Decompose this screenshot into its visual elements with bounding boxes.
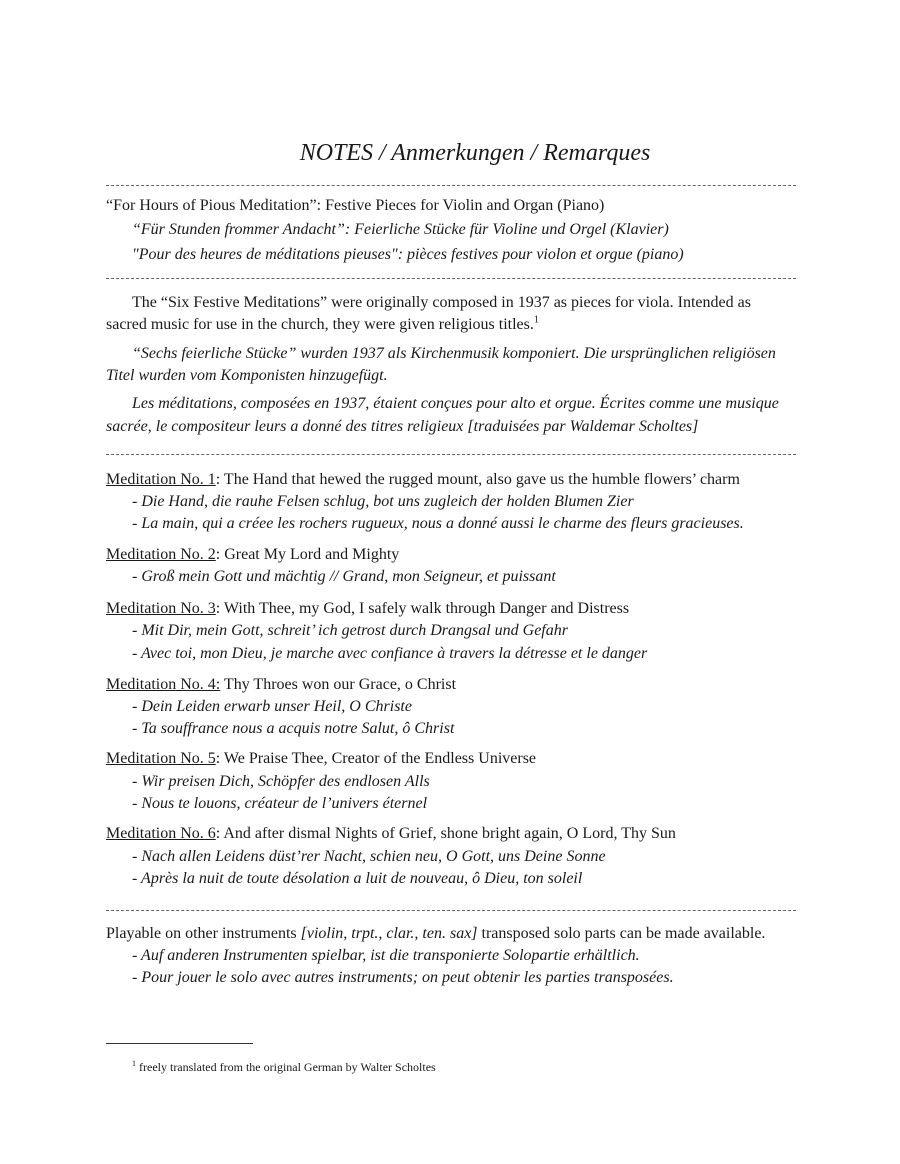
intro-en-text: sacred music for use in the church, they were given religious titles. [106,316,534,333]
meditation-2-de: - Groß mein Gott und mächtig // Grand, mon Seigneur, et puissant [132,568,556,585]
intro-fr-line-1: Les méditations, composées en 1937, étaient conçues pour alto et orgue. Écrites comme une musique [132,395,779,412]
footnote-number: 1 [132,1059,136,1068]
meditation-title-text: : The Hand that hewed the rugged mount, also gave us the humble flowers’ charm [215,471,740,488]
meditation-5-fr: - Nous te louons, créateur de l’univers éternel [132,795,428,812]
intro-de-line-1: “Sechs feierliche Stücke” wurden 1937 als Kirchenmusik komponiert. Die ursprünglichen religiösen [132,345,776,362]
meditation-6-title [106,824,676,844]
meditation-5-title [106,749,536,769]
meditation-5-de: - Wir preisen Dich, Schöpfer des endlosen Alls [132,773,430,790]
meditation-3-title [106,599,629,619]
meditation-label: Meditation No. 6 [106,825,216,842]
playable-de: - Auf anderen Instrumenten spielbar, ist die transponierte Solopartie erhältlich. [132,947,640,964]
meditation-title-text: Thy Throes won our Grace, o Christ [220,676,457,693]
playable-instruments: [violin, trpt., clar., ten. sax] [300,925,478,942]
heading-fr: "Pour des heures de méditations pieuses": pièces festives pour violon et orgue (piano) [132,246,684,263]
meditation-label: Meditation No. 4: [106,676,221,693]
meditation-title-text: : We Praise Thee, Creator of the Endless Universe [215,750,537,767]
meditation-label: Meditation No. 2 [106,546,216,563]
playable-en-pre: Playable on other instruments [106,925,301,942]
meditation-label: Meditation No. 3 [106,600,216,617]
dashed-divider [106,454,796,455]
playable-fr: - Pour jouer le solo avec autres instruments; on peut obtenir les parties transposées. [132,969,674,986]
intro-de-line-2: Titel wurden vom Komponisten hinzugefügt. [106,367,388,384]
meditation-2-title [106,545,399,565]
playable-en [106,924,765,944]
playable-en-post: transposed solo parts can be made available. [477,925,766,942]
intro-en-line-2 [106,315,539,335]
meditation-title-text: : Great My Lord and Mighty [215,546,400,563]
meditation-1-fr: - La main, qui a créee les rochers rugueux, nous a donné aussi le charme des fleurs gracieuses. [132,515,744,532]
meditation-3-de: - Mit Dir, mein Gott, schreit’ ich getrost durch Drangsal und Gefahr [132,622,568,639]
meditation-title-text: : And after dismal Nights of Grief, shone bright again, O Lord, Thy Sun [215,825,676,842]
dashed-divider [106,185,796,186]
heading-de: “Für Stunden frommer Andacht”: Feierliche Stücke für Violine und Orgel (Klavier) [132,221,669,238]
footnote [132,1060,436,1075]
page-title: NOTES / Anmerkungen / Remarques [299,140,651,166]
meditation-label: Meditation No. 1 [106,471,216,488]
meditation-3-fr: - Avec toi, mon Dieu, je marche avec confiance à travers la détresse et le danger [132,645,648,662]
heading-en: “For Hours of Pious Meditation”: Festive Pieces for Violin and Organ (Piano) [106,197,605,214]
footnote-reference: 1 [533,314,539,326]
meditation-4-de: - Dein Leiden erwarb unser Heil, O Christe [132,698,412,715]
dashed-divider [106,910,796,911]
meditation-1-de: - Die Hand, die rauhe Felsen schlug, bot uns zugleich der holden Blumen Zier [132,493,634,510]
meditation-label: Meditation No. 5 [106,750,216,767]
meditation-6-de: - Nach allen Leidens düst’rer Nacht, schien neu, O Gott, uns Deine Sonne [132,848,606,865]
meditation-1-title [106,470,740,490]
footnote-text: freely translated from the original German by Walter Scholtes [136,1060,436,1074]
intro-fr-line-2: sacrée, le compositeur leurs a donné des titres religieux [traduisées par Waldemar Scholtes] [106,418,699,435]
footnote-rule [106,1043,253,1044]
dashed-divider [106,278,796,279]
intro-en-line-1: The “Six Festive Meditations” were originally composed in 1937 as pieces for viola. Intended as [132,294,751,311]
meditation-4-fr: - Ta souffrance nous a acquis notre Salut, ô Christ [132,720,455,737]
meditation-6-fr: - Après la nuit de toute désolation a luit de nouveau, ô Dieu, ton soleil [132,870,583,887]
meditation-title-text: : With Thee, my God, I safely walk through Danger and Distress [215,600,630,617]
meditation-4-title [106,675,456,695]
